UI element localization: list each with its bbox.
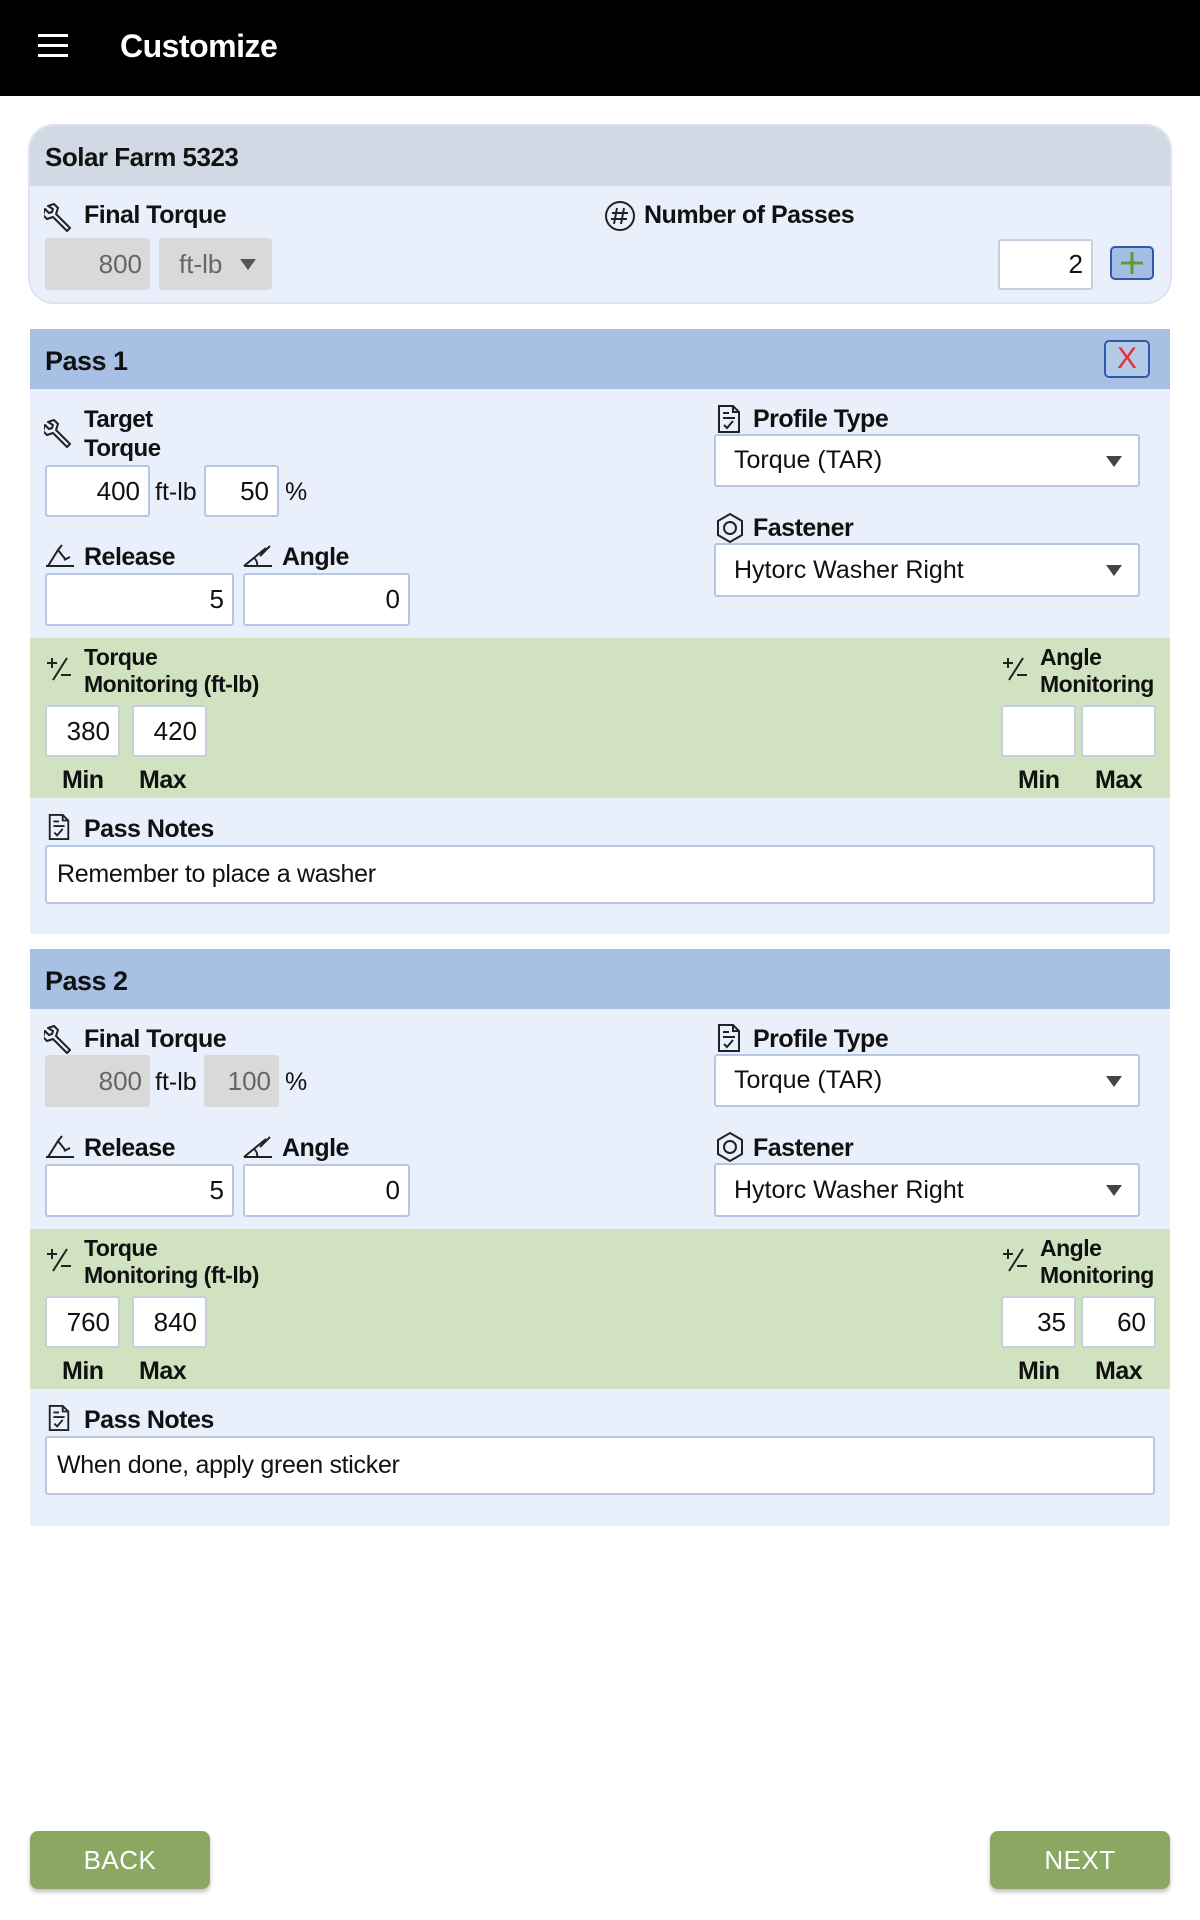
final-torque-input[interactable]: 800 (45, 1055, 150, 1107)
torque-monitoring-line2: Monitoring (ft-lb) (84, 671, 259, 697)
torque-min-label: Min (62, 1357, 104, 1385)
torque-monitoring-label (84, 1235, 259, 1289)
final-torque-input[interactable]: 800 (45, 238, 150, 290)
unit-label: ft-lb (179, 248, 223, 279)
angle-monitoring-line1: Angle (1040, 644, 1102, 670)
angle-icon (242, 1133, 274, 1161)
angle-monitoring-label (1040, 644, 1154, 698)
torque-min-label: Min (62, 766, 104, 794)
angle-monitoring-line2: Monitoring (1040, 1262, 1154, 1288)
back-button[interactable]: BACK (30, 1831, 210, 1889)
angle-input[interactable]: 0 (243, 1164, 410, 1217)
target-torque-label: Target Torque (84, 406, 161, 462)
hex-nut-icon (715, 1131, 745, 1163)
pass-2-header (30, 949, 1170, 1009)
angle-max-input[interactable]: 60 (1081, 1296, 1156, 1348)
torque-monitoring-label (84, 644, 259, 698)
torque-max-label: Max (139, 1357, 187, 1385)
document-check-icon (46, 812, 72, 842)
fastener-select[interactable] (714, 1163, 1140, 1217)
fastener-select[interactable] (714, 543, 1140, 597)
torque-max-input[interactable]: 840 (132, 1296, 207, 1348)
torque-monitoring-line2: Monitoring (ft-lb) (84, 1262, 259, 1288)
profile-type-label: Profile Type (753, 405, 889, 433)
angle-max-input[interactable] (1081, 705, 1156, 757)
torque-min-input[interactable]: 380 (45, 705, 120, 757)
angle-max-label: Max (1095, 766, 1143, 794)
angle-icon (242, 542, 274, 570)
angle-label: Angle (282, 1134, 349, 1162)
number-of-passes-label: Number of Passes (644, 201, 855, 229)
release-icon (44, 1133, 76, 1161)
document-check-icon (715, 403, 743, 435)
number-of-passes-input[interactable]: 2 (998, 239, 1093, 290)
torque-min-input[interactable]: 760 (45, 1296, 120, 1348)
torque-monitoring-line1: Torque (84, 644, 158, 670)
hex-nut-icon (715, 512, 745, 544)
add-pass-button[interactable] (1110, 246, 1154, 280)
target-torque-percent-input[interactable]: 50 (204, 465, 279, 517)
angle-input[interactable]: 0 (243, 573, 410, 626)
release-input[interactable]: 5 (45, 1164, 234, 1217)
document-check-icon (46, 1403, 72, 1433)
angle-min-input[interactable] (1001, 705, 1076, 757)
pass-notes-label: Pass Notes (84, 815, 214, 843)
plus-minus-icon (1001, 1246, 1029, 1274)
pass-1-title: Pass 1 (45, 346, 128, 376)
unit-select[interactable] (159, 238, 272, 290)
angle-min-label: Min (1018, 1357, 1060, 1385)
fastener-label: Fastener (753, 1134, 854, 1162)
chevron-down-icon (1106, 565, 1122, 576)
pass-notes-input[interactable]: When done, apply green sticker (45, 1436, 1155, 1495)
percent-sign: % (285, 1068, 308, 1096)
angle-min-input[interactable]: 35 (1001, 1296, 1076, 1348)
target-torque-input[interactable]: 400 (45, 465, 150, 517)
plus-minus-icon (45, 1246, 73, 1274)
chevron-down-icon (1106, 456, 1122, 467)
percent-sign: % (285, 478, 308, 506)
angle-label: Angle (282, 543, 349, 571)
profile-type-value: Torque (TAR) (734, 446, 883, 474)
chevron-down-icon (1106, 1076, 1122, 1087)
pass-notes-label: Pass Notes (84, 1406, 214, 1434)
final-torque-unit: ft-lb (155, 1068, 197, 1096)
document-check-icon (715, 1022, 743, 1054)
profile-type-select[interactable] (714, 1054, 1140, 1107)
final-torque-percent-input[interactable]: 100 (204, 1055, 279, 1107)
final-torque-label: Final Torque (84, 201, 227, 229)
chevron-down-icon (240, 259, 256, 270)
angle-monitoring-line1: Angle (1040, 1235, 1102, 1261)
release-label: Release (84, 543, 176, 571)
remove-pass-1-button[interactable]: X (1104, 340, 1150, 378)
plus-icon (1118, 249, 1146, 277)
profile-type-value: Torque (TAR) (734, 1066, 883, 1094)
torque-max-input[interactable]: 420 (132, 705, 207, 757)
release-label: Release (84, 1134, 176, 1162)
job-name: Solar Farm 5323 (45, 142, 239, 172)
page-title: Customize (120, 28, 278, 64)
torque-monitoring-line1: Torque (84, 1235, 158, 1261)
plus-minus-icon (1001, 655, 1029, 683)
release-input[interactable]: 5 (45, 573, 234, 626)
release-icon (44, 542, 76, 570)
profile-type-select[interactable] (714, 434, 1140, 487)
angle-min-label: Min (1018, 766, 1060, 794)
torque-max-label: Max (139, 766, 187, 794)
chevron-down-icon (1106, 1185, 1122, 1196)
fastener-label: Fastener (753, 514, 854, 542)
pass-notes-input[interactable]: Remember to place a washer (45, 845, 1155, 904)
fastener-value: Hytorc Washer Right (734, 1175, 964, 1204)
wrench-icon (44, 1022, 76, 1054)
final-torque-label: Final Torque (84, 1025, 227, 1053)
angle-monitoring-label (1040, 1235, 1154, 1289)
next-button[interactable]: NEXT (990, 1831, 1170, 1889)
pass-1-header (30, 329, 1170, 389)
profile-type-label: Profile Type (753, 1025, 889, 1053)
pass-2-title: Pass 2 (45, 966, 128, 996)
wrench-icon (44, 200, 76, 232)
wrench-icon (44, 416, 76, 448)
menu-icon[interactable] (38, 34, 70, 60)
target-torque-unit: ft-lb (155, 478, 197, 506)
plus-minus-icon (45, 655, 73, 683)
fastener-value: Hytorc Washer Right (734, 555, 964, 584)
hash-circle-icon (603, 199, 637, 233)
angle-max-label: Max (1095, 1357, 1143, 1385)
angle-monitoring-line2: Monitoring (1040, 671, 1154, 697)
